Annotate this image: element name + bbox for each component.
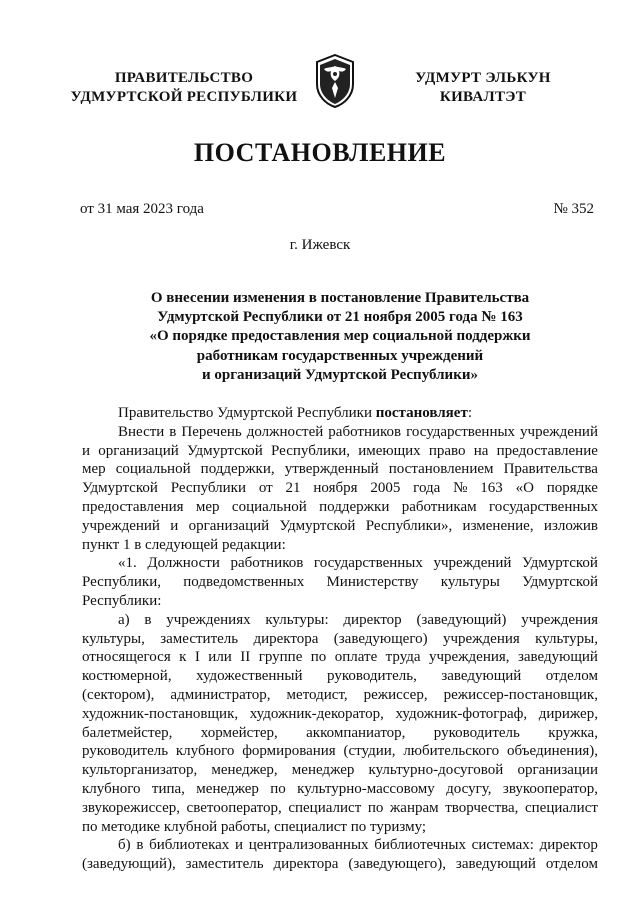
body-line: культорганизатор, менеджер, менеджер культурно-досуговой организации: [82, 762, 598, 779]
body-line: культуры, заместитель директора (заведующего) учреждения культуры,: [82, 630, 598, 647]
preamble-verb: постановляет: [375, 405, 468, 421]
body-line: костюмерной, художественный руководитель, заведующий отделом: [82, 668, 598, 685]
body-line: Внести в Перечень должностей работников государственных учреждений: [118, 423, 598, 440]
body-line: Удмуртской Республики от 21 ноября 2005 года № 163 «О порядке: [82, 480, 598, 497]
org-name-line: УДМУРТ ЭЛЬКУН: [415, 70, 551, 86]
body-line: предоставления мер социальной поддержки работникам государственных: [82, 498, 598, 515]
body-line: звукорежиссер, светооператор, специалист по жанрам творчества, специалист: [82, 799, 598, 816]
preamble-text: Правительство Удмуртской Республики: [118, 405, 376, 421]
body-line: (сектором), администратор, методист, режиссер, режиссер-постановщик,: [82, 686, 598, 703]
body-line: художник-постановщик, художник-декоратор, художник-фотограф, дирижер,: [82, 705, 598, 722]
body-line: относящегося к I или II группе по оплате труда учреждения, заведующий: [82, 649, 598, 666]
body-line: «1. Должности работников государственных учреждений Удмуртской: [118, 555, 598, 572]
title-line: и организаций Удмуртской Республики»: [202, 366, 478, 383]
preamble: [82, 404, 598, 423]
document-date: от 31 мая 2023 года: [80, 201, 204, 217]
body-line: балетмейстер, хормейстер, аккомпаниатор, руководитель кружка,: [82, 724, 598, 741]
body-line: руководитель клубного формирования (студии, любительского объединения),: [82, 743, 598, 760]
org-name-line: УДМУРТСКОЙ РЕСПУБЛИКИ: [70, 89, 298, 105]
body-line: мер социальной поддержки, утвержденный постановлением Правительства: [82, 461, 598, 478]
body-line: б) в библиотеках и централизованных библиотечных системах: директор: [118, 837, 598, 854]
body-line: учреждений и организаций Удмуртской Республики», изменение, изложив: [82, 517, 598, 534]
body-line: а) в учреждениях культуры: директор (заведующий) учреждения: [118, 611, 598, 628]
udmurt-coat-of-arms-icon: [314, 54, 356, 108]
org-name-udmurt: [408, 69, 558, 107]
preamble-tail: :: [467, 405, 472, 421]
document-number: № 352: [553, 201, 594, 217]
body-line: Республики:: [82, 592, 162, 609]
title-line: Удмуртской Республики от 21 ноября 2005 года № 163: [157, 309, 523, 326]
document-title: [80, 289, 600, 385]
org-name-line: КИВАЛТЭТ: [439, 89, 527, 105]
org-name-russian: [66, 69, 302, 107]
document-type-heading: ПОСТАНОВЛЕНИЕ: [193, 138, 447, 167]
body-line: клубного типа, менеджер по культурно-массовому досугу, звукооператор,: [82, 780, 598, 797]
document-city: г. Ижевск: [289, 237, 351, 253]
body-line: и организаций Удмуртской Республики, имеющих право на предоставление: [82, 442, 598, 459]
title-line: работникам государственных учреждений: [196, 347, 484, 364]
body-line: (заведующий), заместитель директора (заведующего), заведующий отделом: [82, 856, 598, 873]
title-line: О внесении изменения в постановление Правительства: [150, 290, 530, 306]
document-body: [82, 404, 598, 874]
body-lines: [82, 423, 598, 874]
body-line: пункт 1 в следующей редакции:: [82, 536, 286, 553]
org-name-line: ПРАВИТЕЛЬСТВО: [114, 70, 254, 86]
body-line: по методике клубной работы, специалист по туризму;: [82, 818, 427, 835]
body-line: Республики, подведомственных Министерству культуры Удмуртской: [82, 574, 598, 591]
title-line: «О порядке предоставления мер социальной поддержки: [149, 328, 531, 345]
